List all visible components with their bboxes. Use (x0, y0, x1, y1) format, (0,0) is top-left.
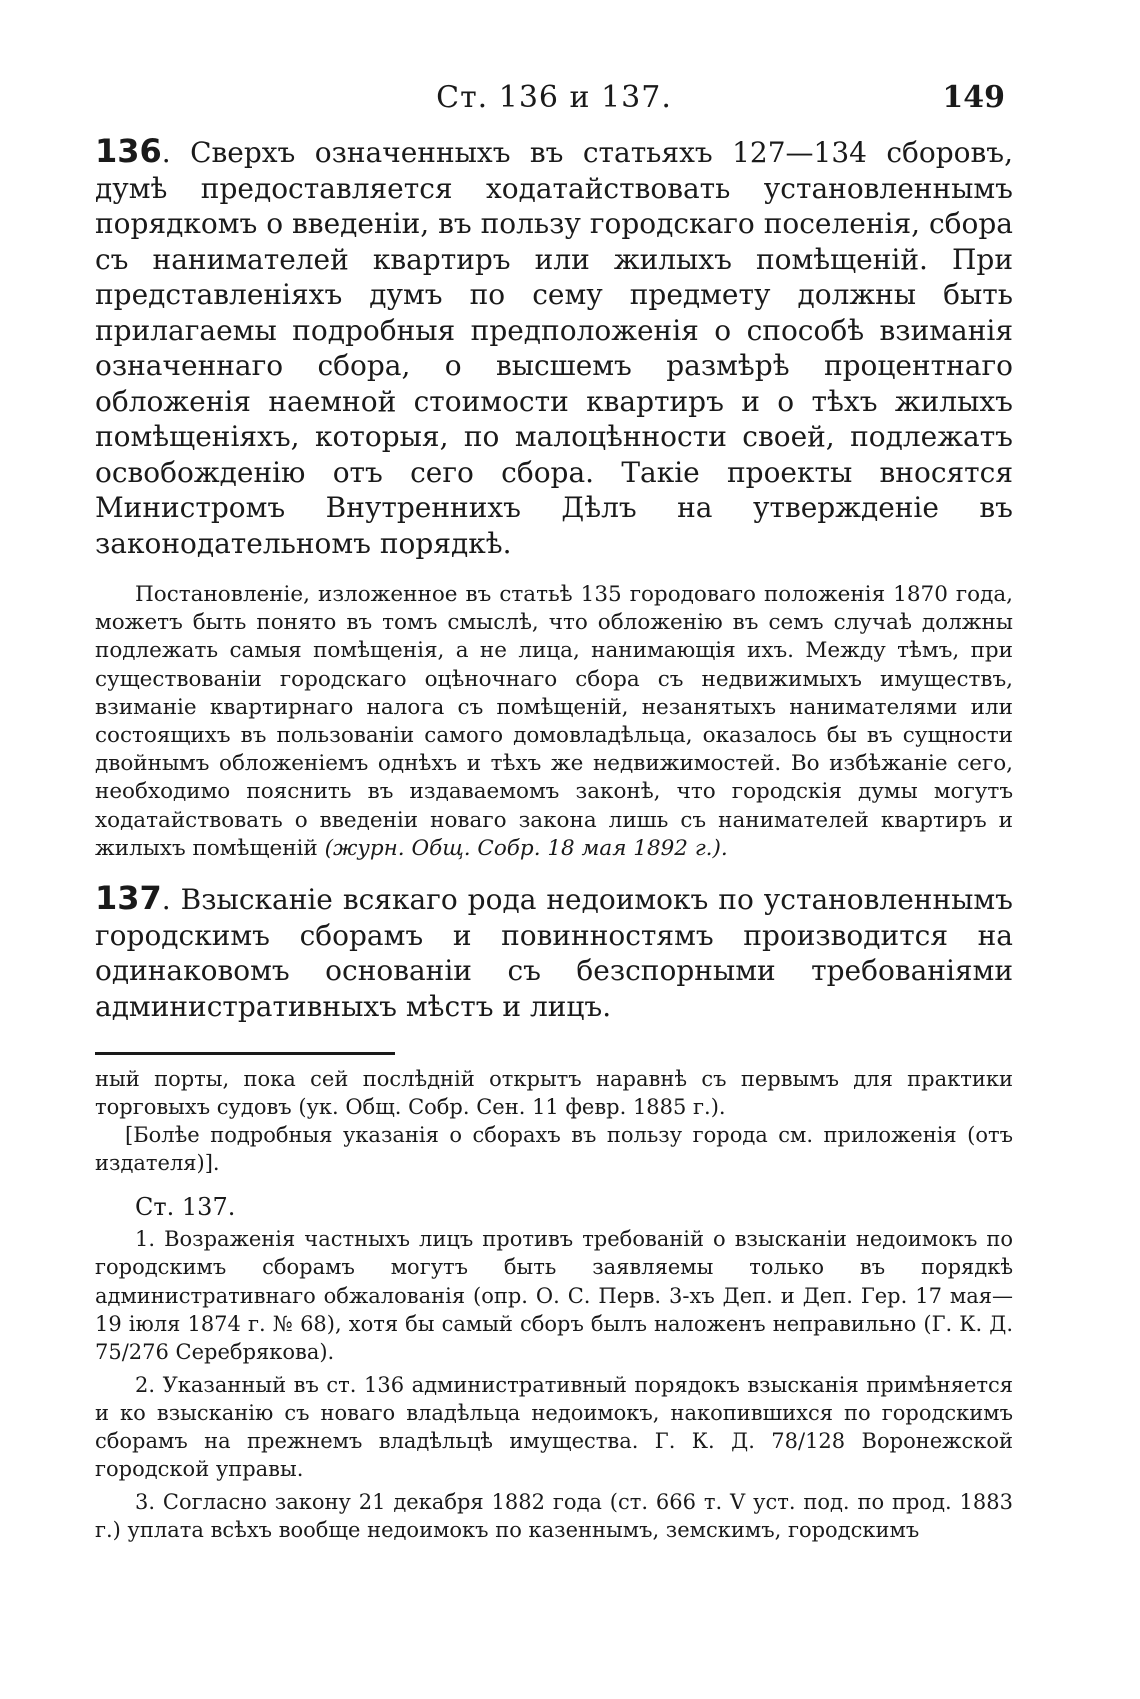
article-136-text: . Сверхъ означенныхъ въ статьяхъ 127—134 сборовъ, думѣ предоставляется ходатайствовать установленнымъ порядкомъ о введеніи, въ пользу городскаго поселенія, сбора съ нанимателей квартиръ или жилыхъ помѣщеній. При представленіяхъ думъ по сему предмету должны быть прилагаемы подробныя предположенія о способѣ взиманія означеннаго сбора, о высшемъ размѣрѣ процентнаго обложенія наемной стоимости квартиръ и о тѣхъ жилыхъ помѣщеніяхъ, которыя, по малоцѣнности своей, подлежатъ освобожденію отъ сего сбора. Такіе проекты вносятся Министромъ Внутреннихъ Дѣлъ на утвержденіе въ законодательномъ порядкѣ. (95, 136, 1013, 560)
note-1: 1. Возраженія частныхъ лицъ противъ требованій о взысканіи недоимокъ по городскимъ сборамъ могутъ быть заявляемы только въ порядкѣ административнаго обжалованія (опр. О. С. Перв. 3-хъ Деп. и Деп. Гер. 17 мая—19 іюля 1874 г. № 68), хотя бы самый сборъ былъ наложенъ неправильно (Г. К. Д. 75/276 Серебрякова). (95, 1227, 1013, 1365)
article-137-text: . Взысканіе всякаго рода недоимокъ по установленнымъ городскимъ сборамъ и повинностямъ производится на одинаковомъ основаніи съ безспорными требованіями административныхъ мѣстъ и лицъ. (95, 883, 1013, 1023)
commentary-text: Постановленіе, изложенное въ статьѣ 135 городоваго положенія 1870 года, можетъ быть понято въ томъ смыслѣ, что обложенію въ семъ случаѣ должны подлежать самыя помѣщенія, а не лица, нанимающія ихъ. Между тѣмъ, при существованіи городскаго оцѣночнаго сбора съ недвижимыхъ имуществъ, взиманіе квартирнаго налога съ помѣщеній, незанятыхъ нанимателями или состоящихъ въ пользованіи самого домовладѣльца, оказалось бы въ сущности двойнымъ обложеніемъ однѣхъ и тѣхъ же недвижимостей. Во избѣжаніе сего, необходимо пояснить въ издаваемомъ законѣ, что городскія думы могутъ ходатайствовать о введеніи новаго закона лишь съ нанимателей квартиръ и жилыхъ помѣщеній (95, 582, 1013, 861)
commentary-citation: (журн. Общ. Собр. 18 мая 1892 г.). (324, 835, 728, 861)
page-number: 149 (942, 80, 1005, 115)
article-137 (95, 881, 1013, 1024)
footnote-line-1: ный порты, пока сей послѣдній открытъ наравнѣ съ первымъ для практики торговыхъ судовъ (ук. Общ. Собр. Сен. 11 февр. 1885 г.). (95, 1067, 1013, 1120)
running-title: Ст. 136 и 137. (436, 80, 672, 115)
article-136 (95, 134, 1013, 561)
article-137-number: 137 (95, 879, 162, 918)
commentary-paragraph (95, 581, 1013, 863)
note-3: 3. Согласно закону 21 декабря 1882 года (ст. 666 т. V уст. под. по прод. 1883 г.) уплата всѣхъ вообще недоимокъ по казеннымъ, земскимъ, городскимъ (95, 1489, 1013, 1542)
footnote (95, 1065, 1013, 1177)
notes-heading: Ст. 137. (135, 1193, 236, 1222)
article-136-number: 136 (95, 132, 162, 170)
footnote-line-2: [Болѣе подробныя указанія о сборахъ въ пользу города см. приложенія (отъ издателя)]. (95, 1123, 1013, 1176)
note-2: 2. Указанный въ ст. 136 административный порядокъ взысканія примѣняется и ко взысканію съ новаго владѣльца недоимокъ, накопившихся по городскимъ сборамъ на прежнемъ владѣльцѣ имущества. Г. К. Д. 78/128 Воронежской городской управы. (95, 1372, 1013, 1482)
footnote-divider (95, 1052, 395, 1055)
running-header (95, 78, 1013, 126)
document-page (95, 78, 1013, 1544)
